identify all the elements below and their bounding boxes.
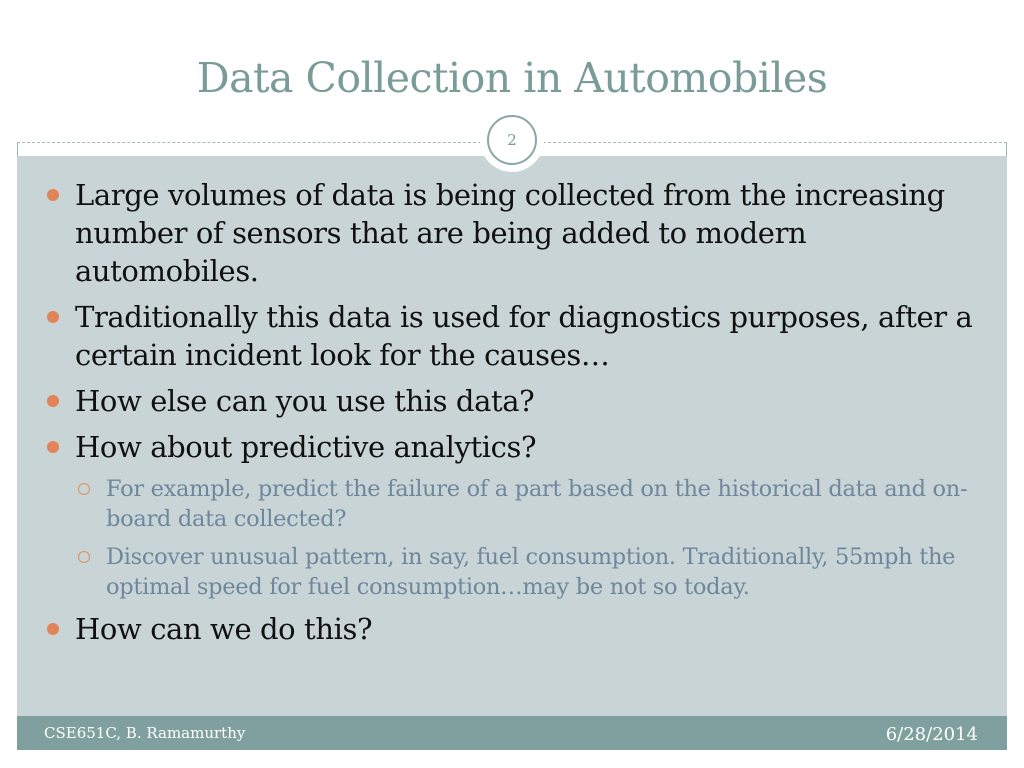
bullet-dot-icon [47, 189, 59, 201]
sub-bullet-text: Discover unusual pattern, in say, fuel consumption. Traditionally, 55mph the optimal speed for fuel consumption…may be not so today. [106, 544, 956, 600]
sub-bullet-ring-icon [78, 551, 90, 563]
bullet-dot-icon [47, 311, 59, 323]
page-number-badge [487, 115, 537, 165]
footer-course-author: CSE651C, B. Ramamurthy [44, 724, 246, 742]
bullet-text: Traditionally this data is used for diagnostics purposes, after a certain incident look for the causes… [75, 300, 973, 372]
bullet-dot-icon [47, 623, 59, 635]
bullet-list [40, 176, 990, 656]
sub-bullet-text: For example, predict the failure of a part based on the historical data and on-board data collected? [106, 476, 968, 532]
bullet-item [40, 382, 990, 420]
bullet-dot-icon [47, 441, 59, 453]
bullet-text: Large volumes of data is being collected from the increasing number of sensors that are being added to modern automobiles. [75, 178, 945, 288]
bullet-text: How else can you use this data? [75, 384, 535, 418]
bullet-item [40, 610, 990, 648]
sub-bullet-item [40, 474, 990, 534]
page-number: 2 [507, 131, 517, 149]
slide-title: Data Collection in Automobiles [196, 54, 828, 102]
bullet-item [40, 428, 990, 466]
bullet-item [40, 298, 990, 374]
footer-date: 6/28/2014 [885, 724, 978, 745]
bullet-text: How can we do this? [75, 612, 373, 646]
bullet-item [40, 176, 990, 290]
bullet-dot-icon [47, 395, 59, 407]
bullet-text: How about predictive analytics? [75, 430, 537, 464]
sub-bullet-item [40, 542, 990, 602]
sub-bullet-ring-icon [78, 483, 90, 495]
